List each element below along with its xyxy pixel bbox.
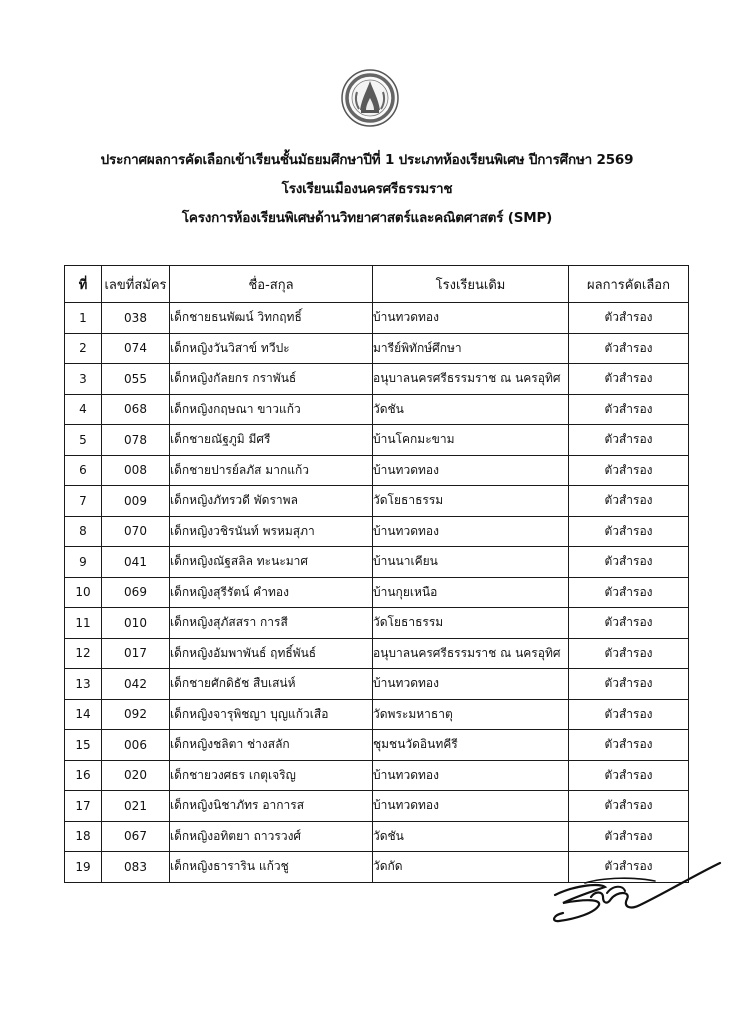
table-row [65, 821, 689, 852]
table-row [65, 303, 689, 334]
cell-previous-school: อนุบาลนครศรีธรรมราช ณ นครอุทิศ [373, 364, 569, 395]
cell-result: ตัวสำรอง [569, 547, 689, 578]
cell-no: 11 [65, 608, 102, 639]
cell-previous-school: วัดชัน [373, 821, 569, 852]
cell-previous-school: ชุมชนวัดอินทคีรี [373, 730, 569, 761]
table-body [65, 303, 689, 883]
cell-previous-school: บ้านกุยเหนือ [373, 577, 569, 608]
cell-application-no: 042 [102, 669, 170, 700]
cell-result: ตัวสำรอง [569, 669, 689, 700]
table-row [65, 730, 689, 761]
table-row [65, 425, 689, 456]
cell-application-no: 070 [102, 516, 170, 547]
cell-result: ตัวสำรอง [569, 699, 689, 730]
cell-previous-school: บ้านทวดทอง [373, 516, 569, 547]
cell-application-no: 008 [102, 455, 170, 486]
cell-application-no: 006 [102, 730, 170, 761]
cell-previous-school: บ้านทวดทอง [373, 760, 569, 791]
cell-full-name: เด็กหญิงสุภัสสรา การสี [170, 608, 373, 639]
cell-result: ตัวสำรอง [569, 577, 689, 608]
cell-previous-school: บ้านโคกมะขาม [373, 425, 569, 456]
cell-full-name: เด็กชายวงศธร เกตุเจริญ [170, 760, 373, 791]
table-row [65, 608, 689, 639]
cell-application-no: 083 [102, 852, 170, 883]
header-application-no: เลขที่สมัคร [102, 266, 170, 303]
cell-application-no: 068 [102, 394, 170, 425]
header-result: ผลการคัดเลือก [569, 266, 689, 303]
cell-previous-school: วัดกัด [373, 852, 569, 883]
table-row [65, 394, 689, 425]
cell-application-no: 092 [102, 699, 170, 730]
cell-result: ตัวสำรอง [569, 608, 689, 639]
cell-application-no: 017 [102, 638, 170, 669]
cell-full-name: เด็กหญิงนิชาภัทร อาการส [170, 791, 373, 822]
table-row [65, 577, 689, 608]
cell-no: 4 [65, 394, 102, 425]
cell-full-name: เด็กหญิงกฤษณา ขาวแก้ว [170, 394, 373, 425]
cell-full-name: เด็กหญิงวันวิสาข์ ทวีปะ [170, 333, 373, 364]
cell-no: 10 [65, 577, 102, 608]
cell-no: 13 [65, 669, 102, 700]
cell-no: 19 [65, 852, 102, 883]
cell-full-name: เด็กหญิงณัฐสลิล ทะนะมาศ [170, 547, 373, 578]
cell-no: 15 [65, 730, 102, 761]
table-row [65, 669, 689, 700]
cell-previous-school: บ้านทวดทอง [373, 791, 569, 822]
table-row [65, 760, 689, 791]
cell-result: ตัวสำรอง [569, 760, 689, 791]
cell-full-name: เด็กชายธนพัฒน์ วิทกฤทธิ์ [170, 303, 373, 334]
cell-application-no: 009 [102, 486, 170, 517]
cell-result: ตัวสำรอง [569, 730, 689, 761]
cell-result: ตัวสำรอง [569, 638, 689, 669]
cell-previous-school: วัดโยธาธรรม [373, 608, 569, 639]
cell-full-name: เด็กหญิงสุรีรัตน์ คำทอง [170, 577, 373, 608]
table-row [65, 516, 689, 547]
cell-no: 16 [65, 760, 102, 791]
cell-previous-school: บ้านทวดทอง [373, 303, 569, 334]
cell-no: 17 [65, 791, 102, 822]
cell-previous-school: บ้านทวดทอง [373, 455, 569, 486]
table-row [65, 364, 689, 395]
cell-result: ตัวสำรอง [569, 425, 689, 456]
cell-full-name: เด็กหญิงธาราริน แก้วชู [170, 852, 373, 883]
cell-application-no: 069 [102, 577, 170, 608]
cell-previous-school: วัดโยธาธรรม [373, 486, 569, 517]
school-seal-icon [340, 68, 400, 128]
cell-result: ตัวสำรอง [569, 852, 689, 883]
school-name-title: โรงเรียนเมืองนครศรีธรรมราช [281, 181, 453, 197]
table-row [65, 699, 689, 730]
cell-full-name: เด็กหญิงอัมพาพันธ์ ฤทธิ์พันธ์ [170, 638, 373, 669]
table-row [65, 791, 689, 822]
cell-full-name: เด็กหญิงอทิตยา ถาวรวงศ์ [170, 821, 373, 852]
cell-no: 7 [65, 486, 102, 517]
cell-application-no: 041 [102, 547, 170, 578]
cell-full-name: เด็กหญิงชลิตา ช่างสลัก [170, 730, 373, 761]
cell-full-name: เด็กชายปารย์ลภัส มากแก้ว [170, 455, 373, 486]
cell-no: 9 [65, 547, 102, 578]
header-previous-school: โรงเรียนเดิม [373, 266, 569, 303]
cell-full-name: เด็กชายณัฐภูมิ มีศรี [170, 425, 373, 456]
cell-result: ตัวสำรอง [569, 333, 689, 364]
table-row [65, 333, 689, 364]
cell-no: 3 [65, 364, 102, 395]
cell-previous-school: วัดชัน [373, 394, 569, 425]
cell-application-no: 021 [102, 791, 170, 822]
table-header-row [65, 266, 689, 303]
table-row [65, 638, 689, 669]
header-full-name: ชื่อ-สกุล [170, 266, 373, 303]
table-row [65, 547, 689, 578]
cell-full-name: เด็กหญิงวชิรนันท์ พรหมสุภา [170, 516, 373, 547]
cell-previous-school: บ้านนาเคียน [373, 547, 569, 578]
announcement-title: ประกาศผลการคัดเลือกเข้าเรียนชั้นมัธยมศึกษาปีที่ 1 ประเภทห้องเรียนพิเศษ ปีการศึกษา 2569 [100, 152, 634, 168]
cell-result: ตัวสำรอง [569, 791, 689, 822]
cell-result: ตัวสำรอง [569, 486, 689, 517]
cell-application-no: 010 [102, 608, 170, 639]
header-no: ที่ [65, 266, 102, 303]
program-title: โครงการห้องเรียนพิเศษด้านวิทยาศาสตร์และคณิตศาสตร์ (SMP) [181, 210, 553, 226]
cell-previous-school: บ้านทวดทอง [373, 669, 569, 700]
cell-result: ตัวสำรอง [569, 455, 689, 486]
cell-result: ตัวสำรอง [569, 364, 689, 395]
cell-no: 8 [65, 516, 102, 547]
cell-application-no: 074 [102, 333, 170, 364]
cell-full-name: เด็กชายศักดิธัช สืบเสน่ห์ [170, 669, 373, 700]
cell-result: ตัวสำรอง [569, 516, 689, 547]
cell-no: 14 [65, 699, 102, 730]
results-table [64, 265, 689, 883]
cell-no: 1 [65, 303, 102, 334]
cell-no: 18 [65, 821, 102, 852]
cell-application-no: 067 [102, 821, 170, 852]
cell-application-no: 055 [102, 364, 170, 395]
cell-no: 12 [65, 638, 102, 669]
cell-full-name: เด็กหญิงจารุพิชญา บุญแก้วเสือ [170, 699, 373, 730]
table-row [65, 486, 689, 517]
cell-no: 5 [65, 425, 102, 456]
cell-result: ตัวสำรอง [569, 394, 689, 425]
cell-result: ตัวสำรอง [569, 821, 689, 852]
cell-no: 2 [65, 333, 102, 364]
cell-full-name: เด็กหญิงกัลยกร กราพันธ์ [170, 364, 373, 395]
cell-full-name: เด็กหญิงภัทรวดี พัดราพล [170, 486, 373, 517]
cell-previous-school: วัดพระมหาธาตุ [373, 699, 569, 730]
signature-icon [545, 855, 730, 930]
cell-result: ตัวสำรอง [569, 303, 689, 334]
cell-no: 6 [65, 455, 102, 486]
cell-previous-school: มารีย์พิทักษ์ศึกษา [373, 333, 569, 364]
cell-previous-school: อนุบาลนครศรีธรรมราช ณ นครอุทิศ [373, 638, 569, 669]
cell-application-no: 078 [102, 425, 170, 456]
table-row [65, 455, 689, 486]
cell-application-no: 038 [102, 303, 170, 334]
cell-application-no: 020 [102, 760, 170, 791]
